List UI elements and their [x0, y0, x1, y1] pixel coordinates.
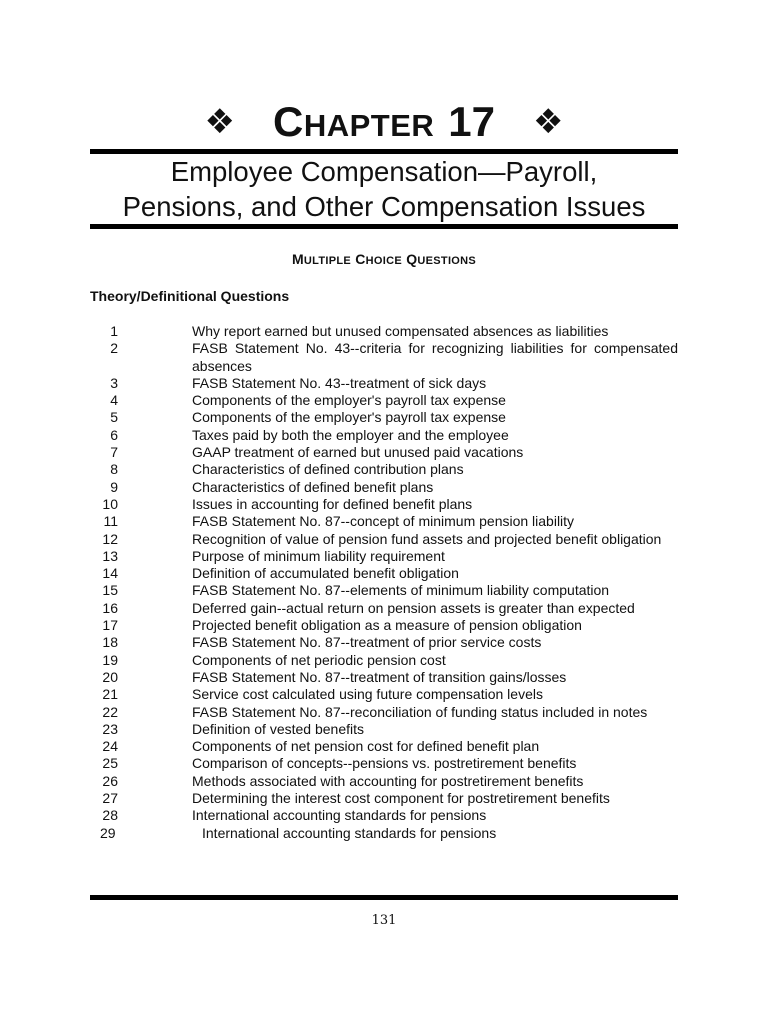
question-topic: International accounting standards for pensions — [202, 824, 497, 841]
mcq-w3-rest: UESTIONS — [417, 255, 477, 267]
title-bottom-rule — [90, 224, 678, 229]
list-item — [90, 548, 678, 565]
question-number: 29 — [100, 824, 116, 841]
question-number: 2 — [110, 340, 118, 357]
question-number: 23 — [102, 720, 118, 737]
question-topic: Components of the employer's payroll tax expense — [192, 392, 506, 409]
list-item — [90, 755, 678, 772]
question-number: 9 — [110, 478, 118, 495]
question-number: 7 — [110, 444, 118, 461]
list-item — [90, 479, 678, 496]
list-item — [90, 340, 678, 375]
question-number: 4 — [110, 392, 118, 409]
question-topic: GAAP treatment of earned but unused paid vacations — [192, 444, 524, 461]
question-number: 24 — [102, 738, 118, 755]
question-topic: Issues in accounting for defined benefit plans — [192, 495, 473, 512]
question-number: 8 — [110, 461, 118, 478]
list-item — [90, 773, 678, 790]
question-topic: Recognition of value of pension fund assets and projected benefit obligation — [192, 530, 662, 547]
mcq-w2-cap: C — [355, 251, 366, 267]
list-item — [90, 686, 678, 703]
question-number: 20 — [102, 668, 118, 685]
question-topic: Comparison of concepts--pensions vs. postretirement benefits — [192, 755, 577, 772]
question-topic: Methods associated with accounting for postretirement benefits — [192, 772, 584, 789]
question-topic: International accounting standards for pensions — [192, 807, 487, 824]
diamond-ornament-right-icon: ❖ — [533, 102, 564, 142]
question-topic: FASB Statement No. 87--treatment of prior service costs — [192, 634, 542, 651]
question-topic: FASB Statement No. 43--criteria for recognizing liabilities for compensated absences — [192, 340, 678, 374]
question-number: 22 — [102, 703, 118, 720]
list-item — [90, 704, 678, 721]
question-number: 26 — [102, 772, 118, 789]
section-heading: Theory/Definitional Questions — [90, 288, 290, 304]
list-item — [90, 634, 678, 651]
chapter-title-line-1: Employee Compensation—Payroll, — [170, 156, 598, 187]
list-item — [90, 375, 678, 392]
mcq-heading — [0, 251, 768, 267]
list-item — [90, 721, 678, 738]
question-number: 6 — [110, 426, 118, 443]
list-item — [90, 790, 678, 807]
chapter-word-rest: HAPTER — [303, 108, 435, 143]
list-item — [90, 323, 678, 340]
question-number: 12 — [102, 530, 118, 547]
chapter-title — [80, 154, 688, 224]
chapter-number: 17 — [448, 98, 495, 145]
question-number: 1 — [110, 323, 118, 339]
question-list — [90, 323, 678, 842]
list-item — [90, 582, 678, 599]
list-item — [90, 461, 678, 478]
list-item — [90, 600, 678, 617]
chapter-heading — [0, 94, 768, 150]
question-number: 14 — [102, 565, 118, 582]
question-topic: Definition of vested benefits — [192, 720, 364, 737]
list-item — [90, 496, 678, 513]
list-item — [90, 392, 678, 409]
list-item — [90, 738, 678, 755]
list-item — [90, 409, 678, 426]
question-number: 13 — [102, 547, 118, 564]
question-topic: Characteristics of defined contribution plans — [192, 461, 464, 478]
question-number: 17 — [102, 617, 118, 634]
page-number: 131 — [371, 913, 397, 928]
question-topic: Components of net pension cost for defined benefit plan — [192, 738, 540, 755]
question-number: 27 — [102, 790, 118, 807]
chapter-title-line-2: Pensions, and Other Compensation Issues — [122, 191, 646, 222]
mcq-w1-cap: M — [291, 251, 304, 267]
question-topic: Components of the employer's payroll tax expense — [192, 409, 506, 426]
list-item — [90, 807, 678, 824]
question-topic: Components of net periodic pension cost — [192, 651, 446, 668]
question-topic: FASB Statement No. 43--treatment of sick days — [192, 374, 487, 391]
diamond-ornament-left-icon: ❖ — [204, 102, 235, 142]
question-topic: Purpose of minimum liability requirement — [192, 547, 445, 564]
question-number: 16 — [102, 599, 118, 616]
question-number: 5 — [110, 409, 118, 426]
list-item — [90, 531, 678, 548]
chapter-word — [273, 98, 434, 146]
question-number: 15 — [102, 582, 118, 599]
list-item — [90, 565, 678, 582]
question-number: 10 — [102, 495, 118, 512]
question-number: 19 — [102, 651, 118, 668]
question-topic: Deferred gain--actual return on pension assets is greater than expected — [192, 599, 635, 616]
question-number: 25 — [102, 755, 118, 772]
question-topic: Determining the interest cost component for postretirement benefits — [192, 790, 610, 807]
question-topic: Why report earned but unused compensated absences as liabilities — [192, 323, 609, 339]
list-item — [90, 444, 678, 461]
question-topic: Definition of accumulated benefit obligation — [192, 565, 459, 582]
question-number: 28 — [102, 807, 118, 824]
list-item — [90, 652, 678, 669]
question-number: 3 — [110, 374, 118, 391]
question-topic: Projected benefit obligation as a measure of pension obligation — [192, 617, 582, 634]
bottom-rule — [90, 895, 678, 900]
list-item — [90, 669, 678, 686]
mcq-w2-rest: HOICE — [365, 255, 402, 267]
list-item — [90, 513, 678, 530]
list-item — [90, 427, 678, 444]
mcq-w1-rest: ULTIPLE — [303, 255, 352, 267]
mcq-w3-cap: Q — [406, 251, 418, 267]
question-topic: FASB Statement No. 87--reconciliation of funding status included in notes — [192, 703, 648, 720]
question-topic: FASB Statement No. 87--treatment of transition gains/losses — [192, 668, 567, 685]
question-topic: FASB Statement No. 87--concept of minimum pension liability — [192, 513, 575, 530]
question-number: 11 — [103, 513, 118, 530]
question-topic: Characteristics of defined benefit plans — [192, 478, 434, 495]
question-topic: FASB Statement No. 87--elements of minimum liability computation — [192, 582, 610, 599]
question-topic: Taxes paid by both the employer and the employee — [192, 426, 509, 443]
chapter-word-cap: C — [272, 98, 304, 145]
question-topic: Service cost calculated using future compensation levels — [192, 686, 543, 703]
list-item — [90, 825, 678, 842]
question-number: 21 — [102, 686, 118, 703]
list-item — [90, 617, 678, 634]
question-number: 18 — [102, 634, 118, 651]
